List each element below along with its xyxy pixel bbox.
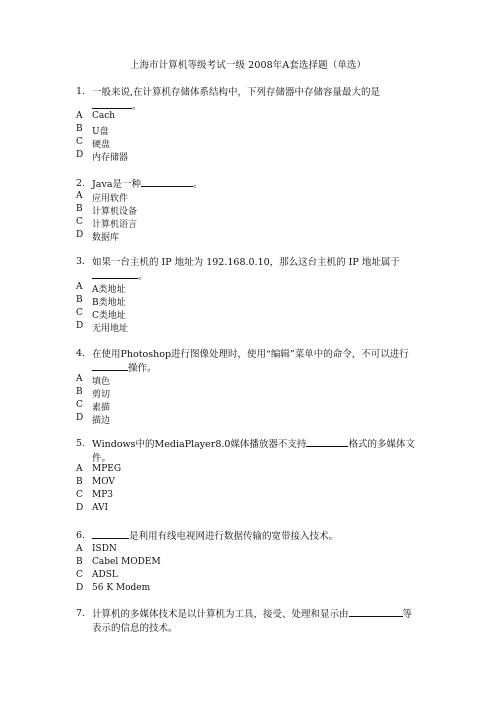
option-text: 无用地址 xyxy=(92,324,129,334)
option-letter: A xyxy=(76,544,83,554)
option-text: A类地址 xyxy=(92,285,126,295)
option-letter: C xyxy=(76,400,83,410)
question-line-suffix: 是利用有线电视网进行数据传输的宽带接入技术。 xyxy=(129,531,339,542)
option-text: ISDN xyxy=(92,544,117,554)
option-letter: A xyxy=(76,374,83,384)
option-letter: D xyxy=(76,503,84,513)
question-line xyxy=(92,362,427,376)
question-text xyxy=(92,178,427,192)
option-letter: D xyxy=(76,230,84,240)
option-text: 描边 xyxy=(92,416,111,426)
answer-blank xyxy=(92,270,138,279)
question-line: 如果一台主机的 IP 地址为 192.168.0.10，那么这台主机的 IP 地址属于 xyxy=(92,257,400,268)
question-text xyxy=(92,86,427,113)
option-letter: A xyxy=(76,111,83,121)
answer-blank xyxy=(306,438,348,447)
option-text: MPEG xyxy=(92,464,122,474)
question-line xyxy=(92,270,427,284)
answer-blank xyxy=(349,608,403,617)
option-letter: C xyxy=(76,308,83,318)
option-letter: C xyxy=(76,137,83,147)
question-number: 2. xyxy=(76,178,86,189)
option-letter: C xyxy=(76,490,83,500)
option-text: ADSL xyxy=(92,570,118,580)
question-line-suffix: 格式的多媒体文 xyxy=(348,439,415,450)
option-text: MOV xyxy=(92,477,115,487)
question-line-suffix: 等 xyxy=(402,609,413,620)
question-text xyxy=(92,530,427,544)
option-letter: B xyxy=(76,204,83,214)
option-letter: D xyxy=(76,321,84,331)
question-line-prefix: Java是一种 xyxy=(92,179,142,190)
question-text xyxy=(92,348,427,375)
option-text: 剪切 xyxy=(92,390,111,400)
option-letter: C xyxy=(76,217,83,227)
question-line xyxy=(92,608,427,622)
question-line: 在使用Photoshop进行图像处理时，使用“编辑”菜单中的命令，不可以进行 xyxy=(92,349,409,360)
question-line: 一般来说,在计算机存储体系结构中，下列存储器中存储容量最大的是 xyxy=(92,87,381,98)
question-line-suffix: 操作。 xyxy=(128,362,157,374)
option-text: AVI xyxy=(92,503,109,513)
question-line-suffix: 。 xyxy=(132,100,142,112)
option-letter: D xyxy=(76,150,84,160)
question-line: 表示的信息的技术。 xyxy=(92,622,178,634)
option-text: B类地址 xyxy=(92,298,126,308)
question-text xyxy=(92,438,427,465)
option-letter: A xyxy=(76,191,83,201)
question-number: 7. xyxy=(76,608,86,619)
question-number: 1. xyxy=(76,86,86,97)
option-text: 56 K Modem xyxy=(92,583,151,593)
option-letter: D xyxy=(76,583,84,593)
question-line xyxy=(92,530,427,544)
question-line xyxy=(92,438,427,452)
answer-blank xyxy=(92,530,129,539)
question-text xyxy=(92,608,427,635)
option-text: Cach xyxy=(92,111,116,121)
question-number: 3. xyxy=(76,256,86,267)
option-letter: B xyxy=(76,477,83,487)
option-text: 填色 xyxy=(92,377,111,387)
option-text: 计算机设备 xyxy=(92,207,138,217)
option-letter: D xyxy=(76,413,84,423)
option-text: C类地址 xyxy=(92,311,126,321)
option-letter: A xyxy=(76,282,83,292)
question-number: 5. xyxy=(76,438,86,449)
option-text: 内存储器 xyxy=(92,153,129,163)
option-text: 素描 xyxy=(92,403,111,413)
question-number: 6. xyxy=(76,530,86,541)
question-line: 件。 xyxy=(92,452,112,464)
question-line-prefix: Windows中的MediaPlayer8.0媒体播放器不支持 xyxy=(92,439,307,450)
option-text: U盘 xyxy=(92,127,109,137)
option-text: 计算机语言 xyxy=(92,220,138,230)
answer-blank xyxy=(92,100,132,109)
option-letter: B xyxy=(76,557,83,567)
option-letter: B xyxy=(76,295,83,305)
page-title: 上海市计算机等级考试一级 2008年A套选择题（单选） xyxy=(129,60,367,71)
option-letter: B xyxy=(76,124,83,134)
question-line xyxy=(92,178,427,192)
option-letter: B xyxy=(76,387,83,397)
question-line-prefix: 计算机的多媒体技术是以计算机为工具，接受、处理和显示由 xyxy=(92,609,349,620)
option-text: 数据库 xyxy=(92,233,120,243)
option-text: 应用软件 xyxy=(92,194,129,204)
question-line xyxy=(92,100,427,114)
option-text: MP3 xyxy=(92,490,113,500)
question-line-suffix: 。 xyxy=(193,179,203,190)
answer-blank xyxy=(92,362,128,371)
option-letter: A xyxy=(76,464,83,474)
answer-blank xyxy=(141,178,193,187)
option-text: 硬盘 xyxy=(92,140,111,150)
question-line-suffix: 。 xyxy=(138,270,148,282)
option-letter: C xyxy=(76,570,83,580)
question-number: 4. xyxy=(76,348,86,359)
option-text: Cabel MODEM xyxy=(92,557,161,567)
question-text xyxy=(92,256,427,283)
